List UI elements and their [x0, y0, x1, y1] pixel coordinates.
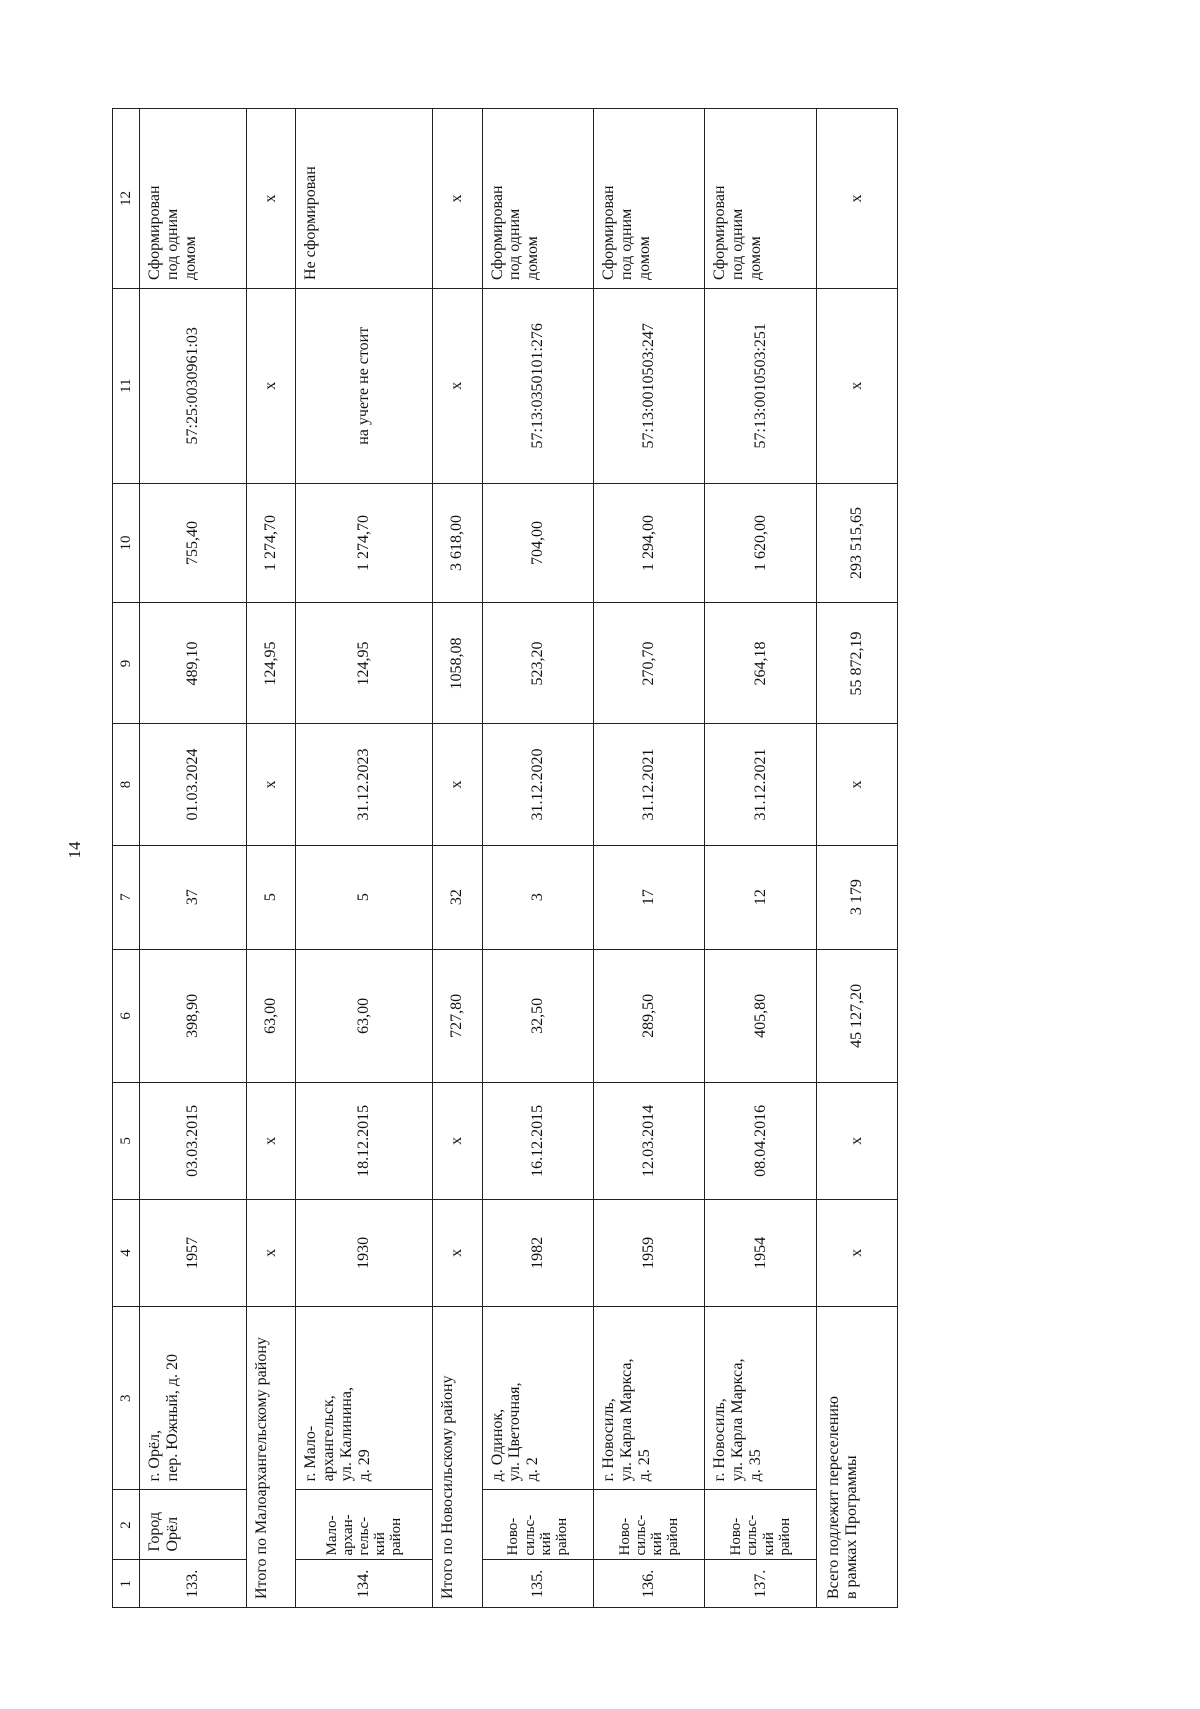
recognition-date: x — [816, 1083, 897, 1200]
cadastre-number: x — [246, 288, 295, 483]
table-row-136 — [593, 109, 704, 1608]
table-row-134 — [295, 109, 432, 1608]
area-resettle: 489,10 — [140, 603, 247, 724]
area-resettle: 270,70 — [593, 603, 704, 724]
recognition-date: 03.03.2015 — [140, 1083, 247, 1200]
header-cell: 7 — [113, 845, 140, 949]
area: 45 127,20 — [816, 949, 897, 1082]
total-row-malo — [246, 109, 295, 1608]
total-label: Всего подлежит переселению в рамках Программы — [816, 1307, 897, 1608]
area-resettle: 523,20 — [482, 603, 593, 724]
total-label: Итого по Малоархангельскому району — [246, 1307, 295, 1608]
header-cell: 1 — [113, 1560, 140, 1608]
area-resettle: 124,95 — [295, 603, 432, 724]
build-year: x — [433, 1199, 482, 1306]
cadastre-number: на учете не стоит — [295, 288, 432, 483]
planned-date: 31.12.2021 — [705, 724, 816, 845]
table-rotation-frame — [112, 108, 1200, 1599]
header-cell: 11 — [113, 288, 140, 483]
build-year: 1982 — [482, 1199, 593, 1306]
area-total: 1 620,00 — [705, 483, 816, 603]
area-resettle: 1058,08 — [433, 603, 482, 724]
planned-date: 31.12.2021 — [593, 724, 704, 845]
area: 398,90 — [140, 949, 247, 1082]
build-year: 1930 — [295, 1199, 432, 1306]
planned-date: x — [246, 724, 295, 845]
header-cell: 9 — [113, 603, 140, 724]
recognition-date: 16.12.2015 — [482, 1083, 593, 1200]
land-status: x — [246, 109, 295, 289]
land-status: Сформирован под одним домом — [140, 109, 247, 289]
people-count: 3 — [482, 845, 593, 949]
land-status: Не сформирован — [295, 109, 432, 289]
address: г. Мало- архангельск, ул. Калинина, д. 29 — [295, 1307, 432, 1490]
row-number: 134. — [295, 1560, 432, 1608]
resettlement-table — [112, 108, 898, 1608]
total-row-novo — [433, 109, 482, 1608]
address: г. Новосиль, ул. Карла Маркса, д. 25 — [593, 1307, 704, 1490]
area: 405,80 — [705, 949, 816, 1082]
people-count: 17 — [593, 845, 704, 949]
area-resettle: 264,18 — [705, 603, 816, 724]
people-count: 3 179 — [816, 845, 897, 949]
header-cell: 6 — [113, 949, 140, 1082]
table-row-137 — [705, 109, 816, 1608]
area-total: 704,00 — [482, 483, 593, 603]
header-row — [113, 109, 140, 1608]
planned-date: 31.12.2023 — [295, 724, 432, 845]
area: 32,50 — [482, 949, 593, 1082]
row-number: 136. — [593, 1560, 704, 1608]
planned-date: x — [433, 724, 482, 845]
row-number: 137. — [705, 1560, 816, 1608]
area: 289,50 — [593, 949, 704, 1082]
recognition-date: 08.04.2016 — [705, 1083, 816, 1200]
municipality: Ново- сильс- кий район — [482, 1490, 593, 1560]
cadastre-number: 57:25:0030961:03 — [140, 288, 247, 483]
area: 63,00 — [295, 949, 432, 1082]
municipality: Ново- сильс- кий район — [593, 1490, 704, 1560]
header-cell: 2 — [113, 1490, 140, 1560]
land-status: x — [433, 109, 482, 289]
land-status: Сформирован под одним домом — [482, 109, 593, 289]
municipality: Ново- сильс- кий район — [705, 1490, 816, 1560]
area-total: 755,40 — [140, 483, 247, 603]
planned-date: 01.03.2024 — [140, 724, 247, 845]
header-cell: 10 — [113, 483, 140, 603]
area-total: 1 274,70 — [246, 483, 295, 603]
header-cell: 8 — [113, 724, 140, 845]
municipality: Город Орёл — [140, 1490, 247, 1560]
build-year: 1954 — [705, 1199, 816, 1306]
land-status: Сформирован под одним домом — [705, 109, 816, 289]
row-number: 135. — [482, 1560, 593, 1608]
area: 63,00 — [246, 949, 295, 1082]
address: д. Одинок, ул. Цветочная, д. 2 — [482, 1307, 593, 1490]
header-cell: 12 — [113, 109, 140, 289]
planned-date: x — [816, 724, 897, 845]
recognition-date: x — [246, 1083, 295, 1200]
cadastre-number: 57:13:0350101:276 — [482, 288, 593, 483]
address: г. Орёл, пер. Южный, д. 20 — [140, 1307, 247, 1490]
recognition-date: 18.12.2015 — [295, 1083, 432, 1200]
grand-total-row — [816, 109, 897, 1608]
build-year: x — [816, 1199, 897, 1306]
area-total: 1 274,70 — [295, 483, 432, 603]
people-count: 5 — [295, 845, 432, 949]
area-resettle: 55 872,19 — [816, 603, 897, 724]
total-label: Итого по Новосильскому району — [433, 1307, 482, 1608]
build-year: 1957 — [140, 1199, 247, 1306]
cadastre-number: x — [433, 288, 482, 483]
header-cell: 4 — [113, 1199, 140, 1306]
people-count: 37 — [140, 845, 247, 949]
planned-date: 31.12.2020 — [482, 724, 593, 845]
area-total: 1 294,00 — [593, 483, 704, 603]
table-row-135 — [482, 109, 593, 1608]
land-status: Сформирован под одним домом — [593, 109, 704, 289]
header-cell: 3 — [113, 1307, 140, 1490]
area-total: 293 515,65 — [816, 483, 897, 603]
recognition-date: x — [433, 1083, 482, 1200]
cadastre-number: 57:13:0010503:247 — [593, 288, 704, 483]
row-number: 133. — [140, 1560, 247, 1608]
recognition-date: 12.03.2014 — [593, 1083, 704, 1200]
table-row-133 — [140, 109, 247, 1608]
area-resettle: 124,95 — [246, 603, 295, 724]
header-cell: 5 — [113, 1083, 140, 1200]
page-number: 14 — [65, 841, 84, 859]
cadastre-number: x — [816, 288, 897, 483]
area-total: 3 618,00 — [433, 483, 482, 603]
people-count: 12 — [705, 845, 816, 949]
people-count: 32 — [433, 845, 482, 949]
land-status: x — [816, 109, 897, 289]
address: г. Новосиль, ул. Карла Маркса, д. 35 — [705, 1307, 816, 1490]
municipality: Мало- архан- гельс- кий район — [295, 1490, 432, 1560]
people-count: 5 — [246, 845, 295, 949]
cadastre-number: 57:13:0010503:251 — [705, 288, 816, 483]
area: 727,80 — [433, 949, 482, 1082]
build-year: x — [246, 1199, 295, 1306]
build-year: 1959 — [593, 1199, 704, 1306]
